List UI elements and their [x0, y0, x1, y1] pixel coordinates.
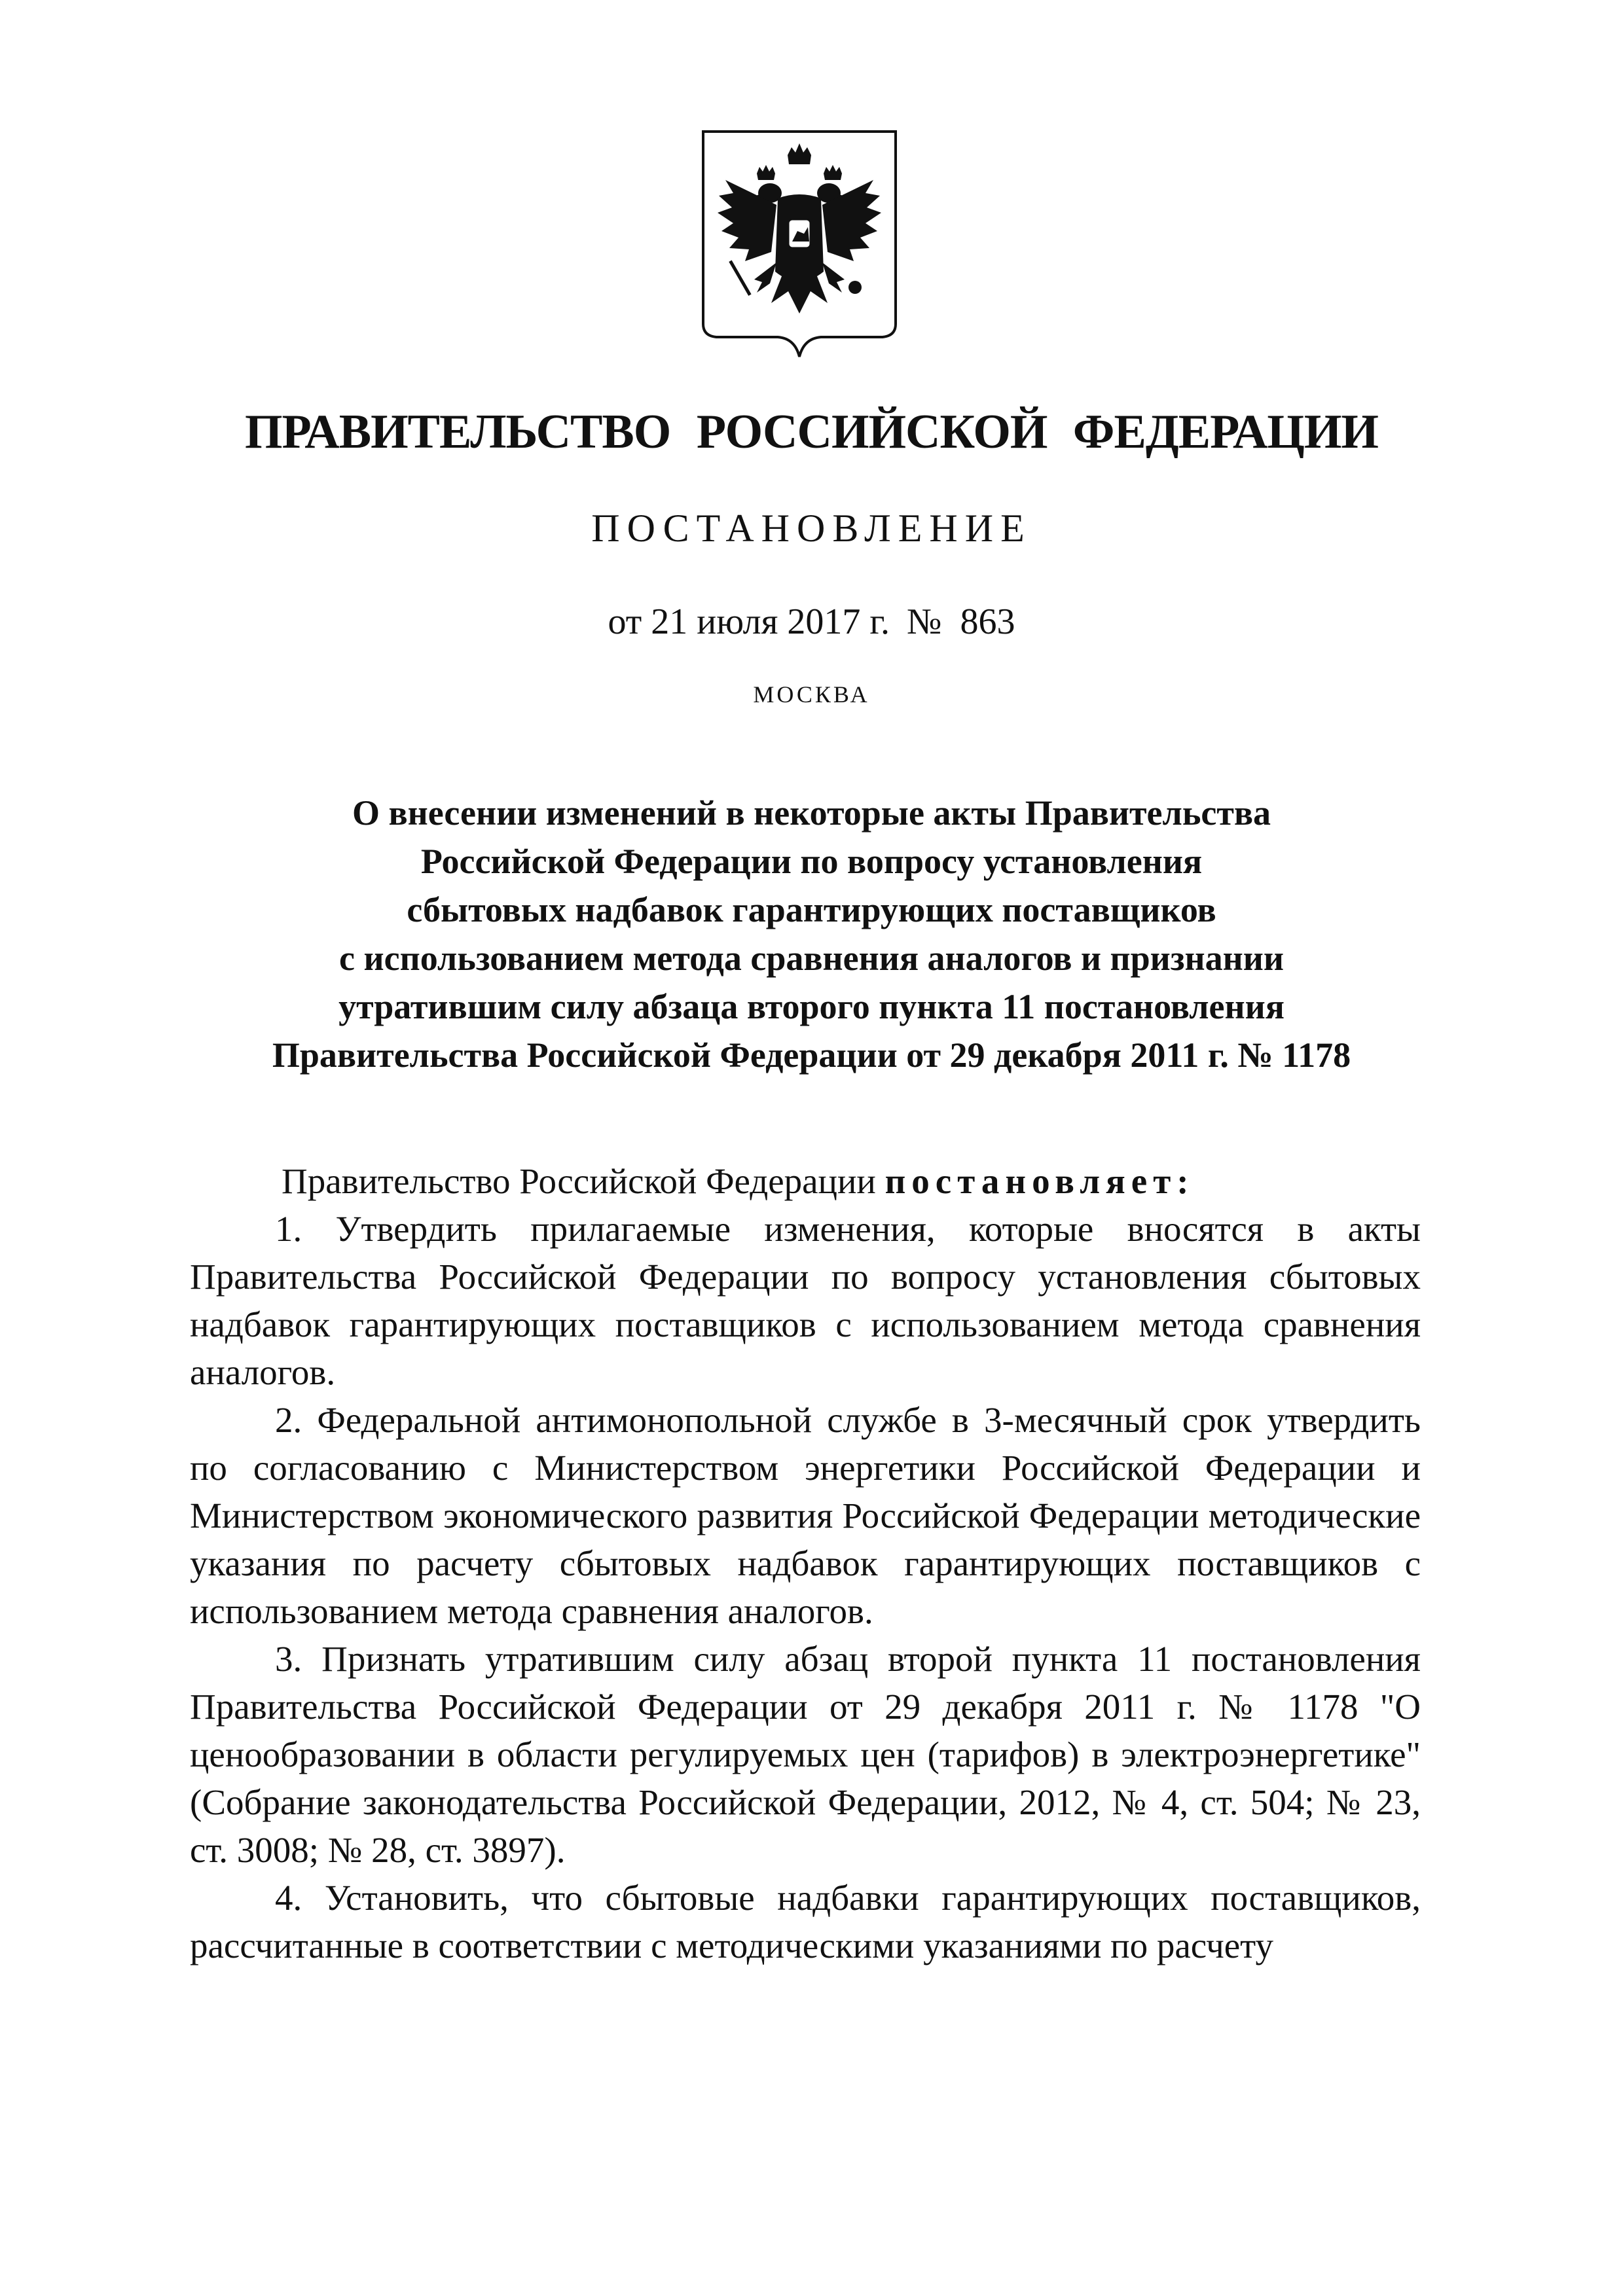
body-intro [190, 1157, 1421, 1205]
government-title: ПРАВИТЕЛЬСТВО РОССИЙСКОЙ ФЕДЕРАЦИИ [245, 405, 1378, 459]
document-date: от 21 июля 2017 г. [608, 601, 890, 642]
intro-subject: Правительство Российской Федерации [282, 1161, 876, 1201]
document-body [190, 1157, 1421, 1969]
document-number: № 863 [907, 601, 1015, 642]
coat-of-arms-icon [699, 128, 900, 361]
document-type: ПОСТАНОВЛЕНИЕ [591, 507, 1032, 550]
subject-line: Российской Федерации по вопросу установления [420, 842, 1203, 881]
document-subject [0, 789, 1623, 1079]
subject-line: Правительства Российской Федерации от 29 декабря 2011 г. № 1178 [272, 1035, 1351, 1075]
document-city: МОСКВА [753, 681, 870, 708]
subject-line: с использованием метода сравнения аналогов и признании [339, 939, 1284, 978]
body-item: 4. Установить, что сбытовые надбавки гарантирующих поставщиков, рассчитанные в соответствии с методическими указаниями по расчету [190, 1878, 1421, 1965]
subject-line: сбытовых надбавок гарантирующих поставщиков [407, 890, 1216, 929]
body-item: 3. Признать утратившим силу абзац второй пункта 11 постановления Правительства Российской Федерации от 29 декабря 2011 г. № 1178 "О ценообразовании в области регулируемых цен (тарифов) в электроэнергетике" (Собрание законодательства Российской Федерации, 2012, № 4, ст. 504; № 23, ст. 3008; № 28, ст. 3897). [190, 1639, 1421, 1870]
body-item: 1. Утвердить прилагаемые изменения, которые вносятся в акты Правительства Российской Федерации по вопросу установления сбытовых надбавок гарантирующих поставщиков с использованием метода сравнения аналогов. [190, 1209, 1421, 1392]
subject-line: О внесении изменений в некоторые акты Правительства [352, 793, 1271, 833]
document-date-line [0, 601, 1623, 643]
intro-verb: постановляет: [884, 1161, 1195, 1201]
subject-line: утратившим силу абзаца второго пункта 11 постановления [338, 987, 1285, 1026]
body-item: 2. Федеральной антимонопольной службе в 3-месячный срок утвердить по согласованию с Министерством энергетики Российской Федерации и Министерством экономического развития Российской Федерации методические указания по расчету сбытовых надбавок гарантирующих поставщиков с использованием метода сравнения аналогов. [190, 1400, 1421, 1631]
